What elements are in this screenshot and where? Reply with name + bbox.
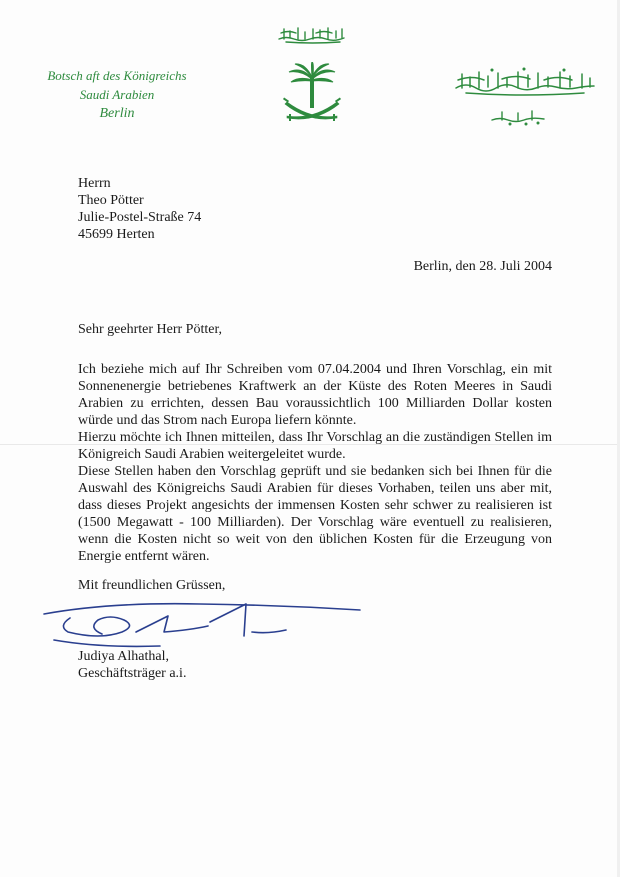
body-paragraph-3: Diese Stellen haben den Vorschlag geprüft und sie bedanken sich bei Ihnen für die Auswahl des Königreichs Saudi Arabien für dieses Vorhaben, teilen uns aber mit, dass dieses Projekt angesichts der immensen Kosten sehr schwer zu realisieren ist (1500 Megawatt - 100 Milliarden). Der Vorschlag wäre eventuell zu realisieren, wenn die Kosten nicht so weit von den üblichen Kosten für die Erzeugung von Energie entfernt wären. [78,464,552,564]
embassy-name-block [22,66,212,123]
arabic-city-berlin-calligraphy-icon [488,108,548,126]
signer-title: Geschäftsträger a.i. [78,666,187,681]
recipient-name: Theo Pötter [78,193,144,208]
recipient-address [78,175,201,243]
letter-body [78,361,552,565]
recipient-street: Julie-Postel-Straße 74 [78,210,202,225]
salutation: Sehr geehrter Herr Pötter, [78,322,223,337]
embassy-city: Berlin [99,106,135,121]
saudi-emblem-palm-swords-icon [281,62,343,128]
signer-name: Judiya Alhathal, [78,649,169,664]
embassy-line-1: Botsch aft des Königreichs [47,68,187,83]
arabic-embassy-name-calligraphy-icon [452,66,597,98]
recipient-salutation-line: Herrn [78,176,111,191]
recipient-city: 45699 Herten [78,227,155,242]
closing-phrase: Mit freundlichen Grüssen, [78,578,226,593]
basmala-calligraphy-icon [276,24,348,44]
embassy-line-2: Saudi Arabien [79,87,155,102]
handwritten-signature-icon [40,596,370,656]
body-paragraph-1: Ich beziehe mich auf Ihr Schreiben vom 07.04.2004 und Ihren Vorschlag, ein mit Sonnenenergie betriebenes Kraftwerk an der Küste des Roten Meeres in Saudi Arabien zu errichten, dessen Bau voraussichtlich 100 Milliarden Dollar kosten würde und das Strom nach Europa liefern könnte. [78,362,552,428]
signer-block [78,648,186,682]
letter-date: Berlin, den 28. Juli 2004 [413,259,552,274]
body-paragraph-2: Hierzu möchte ich Ihnen mitteilen, dass Ihr Vorschlag an die zuständigen Stellen im Königreich Saudi Arabien weitergeleitet wurde. [78,430,552,462]
